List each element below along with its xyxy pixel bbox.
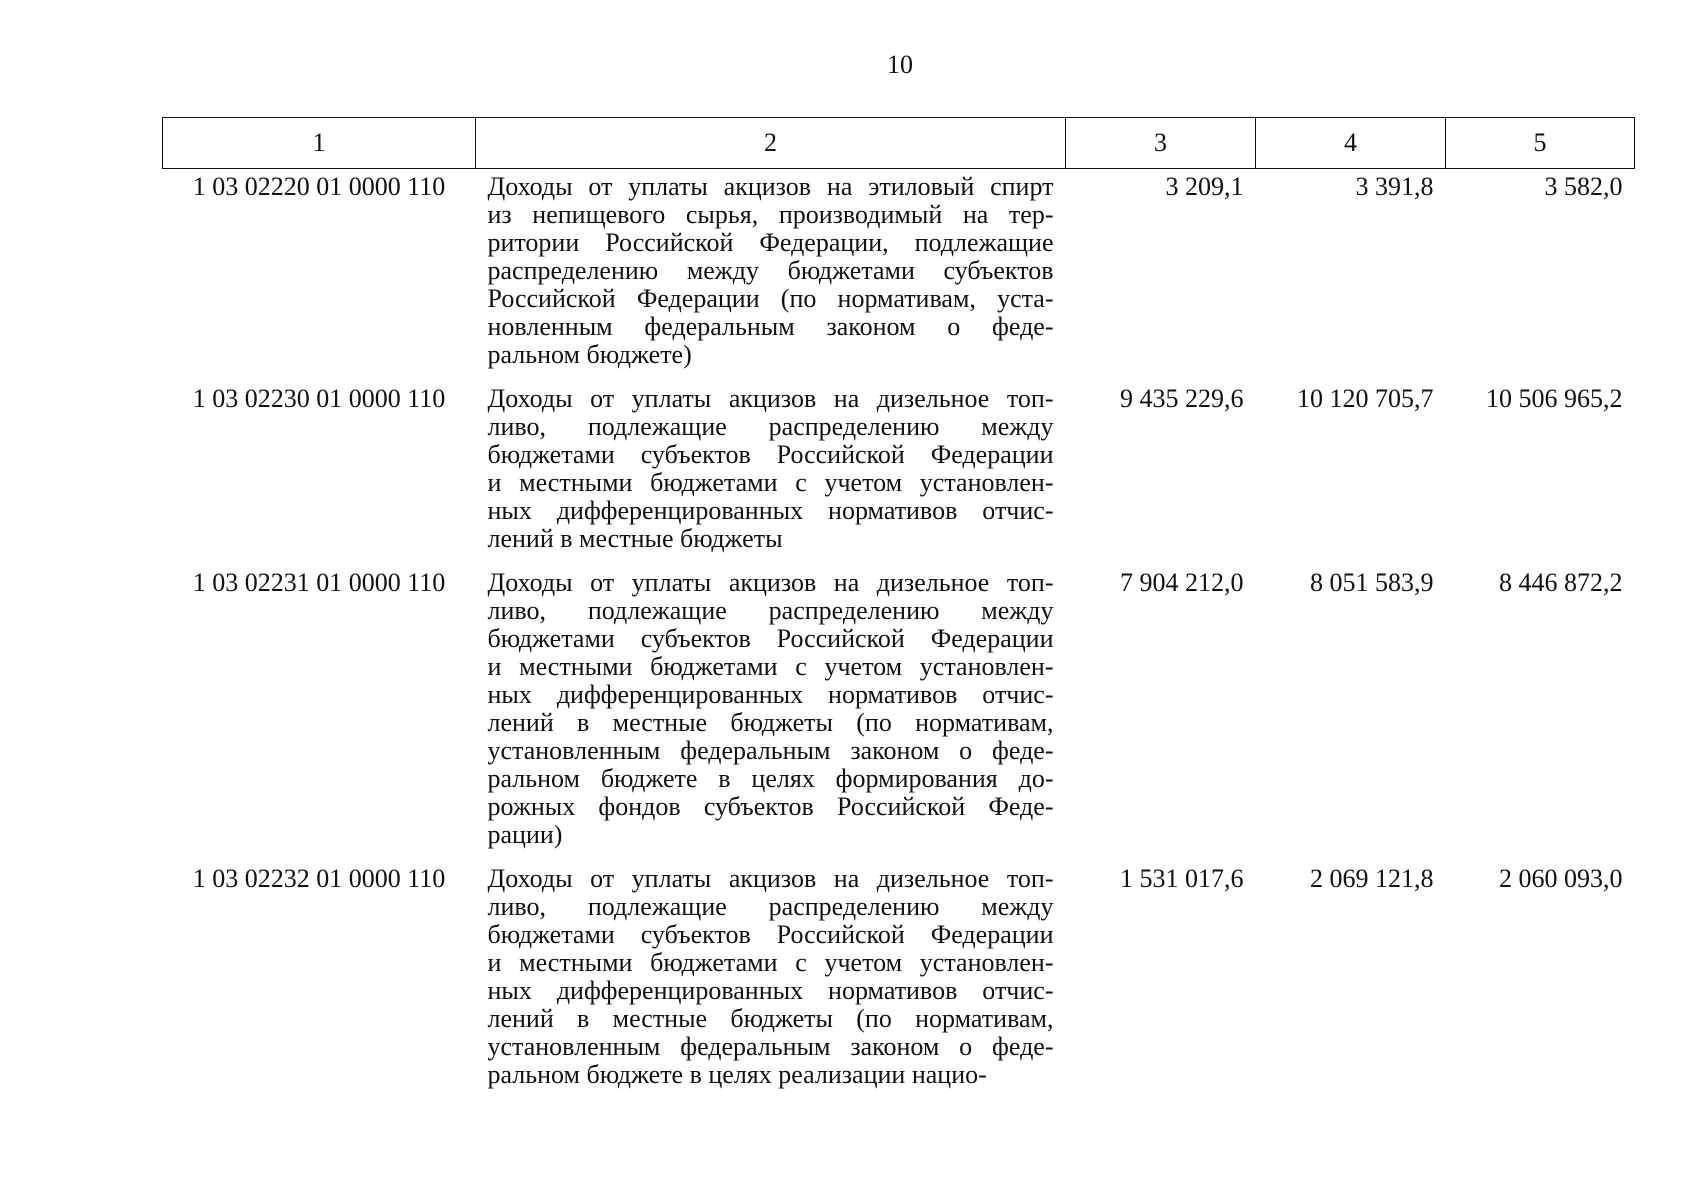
description-line: бюджетами субъектов Российской Федерации [487,440,1054,469]
amount-column-4: 8 051 583,9 [1310,568,1434,597]
column-header-5: 5 [1446,118,1635,169]
amount-column-3: 7 904 212,0 [1120,568,1244,597]
description-line: ральном бюджете) [487,340,692,369]
description-line: новленным федеральным законом о феде- [487,312,1054,341]
budget-revenue-table [162,117,1635,1101]
amount-column-4: 2 069 121,8 [1310,864,1434,893]
description-line: ных дифференцированных нормативов отчис- [487,680,1054,709]
description-line: установленным федеральным законом о феде- [487,1032,1054,1061]
revenue-description [476,381,1066,565]
description-line: рожных фондов субъектов Российской Феде- [487,792,1054,821]
amount-column-5: 10 506 965,2 [1486,384,1623,413]
description-line: из непищевого сырья, производимый на тер- [487,200,1054,229]
amount-column-4: 3 391,8 [1355,172,1434,201]
description-line: ральном бюджете в целях реализации нацио- [487,1060,987,1089]
description-line: установленным федеральным законом о феде- [487,736,1054,765]
description-line: Российской Федерации (по нормативам, уста- [487,284,1054,313]
description-line: ливо, подлежащие распределению между [487,412,1054,441]
description-line: ральном бюджете в целях формирования до- [487,764,1054,793]
amount-column-4: 10 120 705,7 [1297,384,1434,413]
description-line: ных дифференцированных нормативов отчис- [487,976,1054,1005]
revenue-description [476,169,1066,382]
table-row [163,565,1635,861]
amount-column-3: 9 435 229,6 [1120,384,1244,413]
amount-column-5: 2 060 093,0 [1499,864,1623,893]
description-line: Доходы от уплаты акцизов на этиловый спирт [487,172,1054,201]
revenue-description [476,861,1066,1101]
page-number: 10 [887,50,913,79]
revenue-code: 1 03 02220 01 0000 110 [192,172,446,201]
amount-column-5: 8 446 872,2 [1499,568,1623,597]
column-header-2: 2 [476,118,1066,169]
description-line: бюджетами субъектов Российской Федерации [487,624,1054,653]
revenue-code: 1 03 02232 01 0000 110 [192,864,446,893]
description-line: ливо, подлежащие распределению между [487,596,1054,625]
column-header-4: 4 [1256,118,1446,169]
description-line: Доходы от уплаты акцизов на дизельное топ- [487,568,1054,597]
description-line: рации) [487,820,563,849]
amount-column-5: 3 582,0 [1544,172,1623,201]
description-line: и местными бюджетами с учетом установлен- [487,948,1054,977]
description-line: ливо, подлежащие распределению между [487,892,1054,921]
revenue-code: 1 03 02231 01 0000 110 [192,568,446,597]
amount-column-3: 1 531 017,6 [1120,864,1244,893]
description-line: лений в местные бюджеты (по нормативам, [487,1004,1054,1033]
description-line: и местными бюджетами с учетом установлен- [487,652,1054,681]
description-line: ритории Российской Федерации, подлежащие [487,228,1054,257]
description-line: Доходы от уплаты акцизов на дизельное топ- [487,384,1054,413]
description-line: и местными бюджетами с учетом установлен- [487,468,1054,497]
table-header [163,118,1635,169]
description-line: распределению между бюджетами субъектов [487,256,1054,285]
budget-revenue-table-container [162,117,1634,1101]
table-body [163,169,1635,1102]
description-line: лений в местные бюджеты [487,524,783,553]
table-row [163,169,1635,382]
column-header-1: 1 [163,118,476,169]
description-line: бюджетами субъектов Российской Федерации [487,920,1054,949]
description-line: ных дифференцированных нормативов отчис- [487,496,1054,525]
table-row [163,861,1635,1101]
revenue-code: 1 03 02230 01 0000 110 [192,384,446,413]
description-line: Доходы от уплаты акцизов на дизельное топ- [487,864,1054,893]
description-line: лений в местные бюджеты (по нормативам, [487,708,1054,737]
column-header-3: 3 [1066,118,1256,169]
revenue-description [476,565,1066,861]
table-row [163,381,1635,565]
amount-column-3: 3 209,1 [1165,172,1244,201]
table-header-row [163,118,1635,169]
